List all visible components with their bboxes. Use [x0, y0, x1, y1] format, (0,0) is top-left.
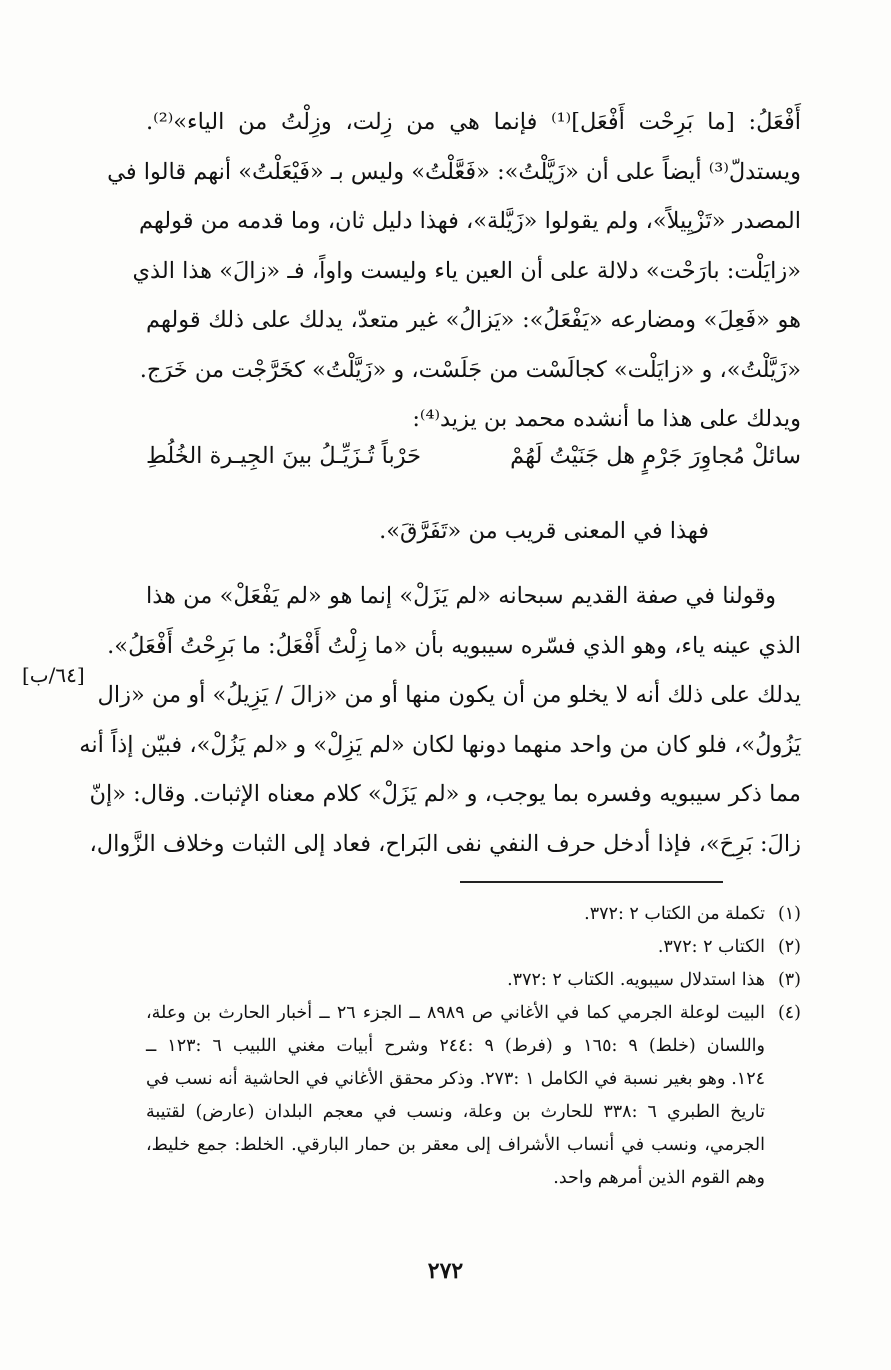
manuscript-folio-marker: [٦٤/ب]: [22, 663, 85, 687]
footnote-divider: [460, 881, 723, 883]
paragraph-2: [79, 572, 801, 869]
text-line: «زَيَّلْتُ»، و «زايَلْت» كجالَسْت من جَلَسْت، و «زَيَّلْتُ» كخَرَّجْت من خَرَج.: [139, 356, 801, 383]
text-line: «زايَلْت: بارَحْت» دلالة على أن العين ياء وليست واواً، فـ «زالَ» هذا الذي: [132, 257, 801, 284]
footnote-text: تكملة من الكتاب ٢ :٣٧٢.: [584, 904, 765, 924]
footnote-text: وهم القوم الذين أمرهم واحد.: [553, 1168, 765, 1188]
text-line: زالَ: بَرِحَ»، فإذا أدخل حرف النفي نفى البَراح، فعاد إلى الثبات وخلاف الزَّوال،: [89, 830, 801, 857]
footnote-text: واللسان (خلط) ٩ :١٦٥ و (فرط) ٩ :٢٤٤ وشرح أبيات مغني اللبيب ٦ :١٢٣ ــ: [146, 1036, 765, 1056]
footnote-item: [146, 997, 801, 1195]
footnotes: [146, 898, 801, 1195]
text-line: أَفْعَلُ: [ما بَرِحْت أَفْعَل]⁽¹⁾ فإنما هي من زِلت، وزِلْتُ من الياء»⁽²⁾.: [146, 109, 801, 135]
footnote-number: (٣): [777, 970, 801, 990]
footnote-text: ١٢٤. وهو بغير نسبة في الكامل ١ :٢٧٣. وذكر محقق الأغاني في الحاشية أنه نسب في: [146, 1069, 765, 1089]
verse-hemistich-first: سائلْ مُجاوِرَ جَرْمٍ هل جَنَيْتُ لَهُمْ: [510, 443, 801, 469]
footnote-text: الجرمي، ونسب في أنساب الأشراف إلى معقر بن حمار البارقي. الخلط: جمع خليط،: [146, 1135, 765, 1155]
footnote-text: البيت لوعلة الجرمي كما في الأغاني ص ٨٩٨٩ ــ الجزء ٢٦ ــ أخبار الحارث بن وعلة،: [146, 1003, 765, 1023]
footnote-number: (١): [777, 904, 801, 924]
paragraph-1: [107, 98, 801, 445]
text-line: ويستدلّ⁽³⁾ أيضاً على أن «زَيَّلْتُ»: «فَعَّلْتُ» وليس بـ «فَيْعَلْتُ» أنهم قالوا في: [107, 158, 801, 185]
footnote-text: الكتاب ٢ :٣٧٢.: [657, 937, 765, 957]
verse-commentary: فهذا في المعنى قريب من «تَفَرَّقَ».: [379, 518, 709, 544]
footnote-item: [146, 898, 801, 931]
text-line: هو «فَعِلَ» ومضارعه «يَفْعَلُ»: «يَزالُ» غير متعدّ، يدلك على ذلك قولهم: [146, 307, 801, 333]
footnote-text: تاريخ الطبري ٦ :٣٣٨ للحارث بن وعلة، ونسب في معجم البلدان (عارض) لقتيبة: [146, 1102, 765, 1122]
poetry-verse: [146, 443, 801, 469]
footnote-number: (٢): [777, 937, 801, 957]
footnote-text: هذا استدلال سيبويه. الكتاب ٢ :٣٧٢.: [507, 970, 765, 990]
page-number: ٢٧٢: [427, 1258, 464, 1284]
text-line: يَزُولُ»، فلو كان من واحد منهما دونها لكان «لم يَزِلْ» و «لم يَزُلْ»، فبيّن إذاً أنه: [79, 731, 801, 758]
verse-hemistich-second: حَرْباً تُـزَيِّـلُ بينَ الجِيـرة الخُلُطِ: [146, 443, 422, 469]
footnote-number: (٤): [777, 1003, 801, 1023]
footnote-item: [146, 931, 801, 964]
text-line: مما ذكر سيبويه وفسره بما يوجب، و «لم يَزَلْ» كلام معناه الإثبات. وقال: «إنّ: [89, 781, 801, 807]
text-line: ويدلك على هذا ما أنشده محمد بن يزيد⁽⁴⁾:: [412, 406, 801, 432]
text-line: يدلك على ذلك أنه لا يخلو من أن يكون منها أو من «زالَ / يَزِيلُ» أو من «زال: [97, 682, 801, 708]
text-line: المصدر «تَزْيِيلاً»، ولم يقولوا «زَيَّلة»، فهذا دليل ثان، وما قدمه من قولهم: [138, 208, 801, 234]
text-line: الذي عينه ياء، وهو الذي فسّره سيبويه بأن «ما زِلْتُ أَفْعَلُ: ما بَرِحْتُ أَفْعَلُ».: [107, 632, 801, 659]
footnote-item: [146, 964, 801, 997]
text-line: وقولنا في صفة القديم سبحانه «لم يَزَلْ» إنما هو «لم يَفْعَلْ» من هذا: [146, 583, 776, 609]
